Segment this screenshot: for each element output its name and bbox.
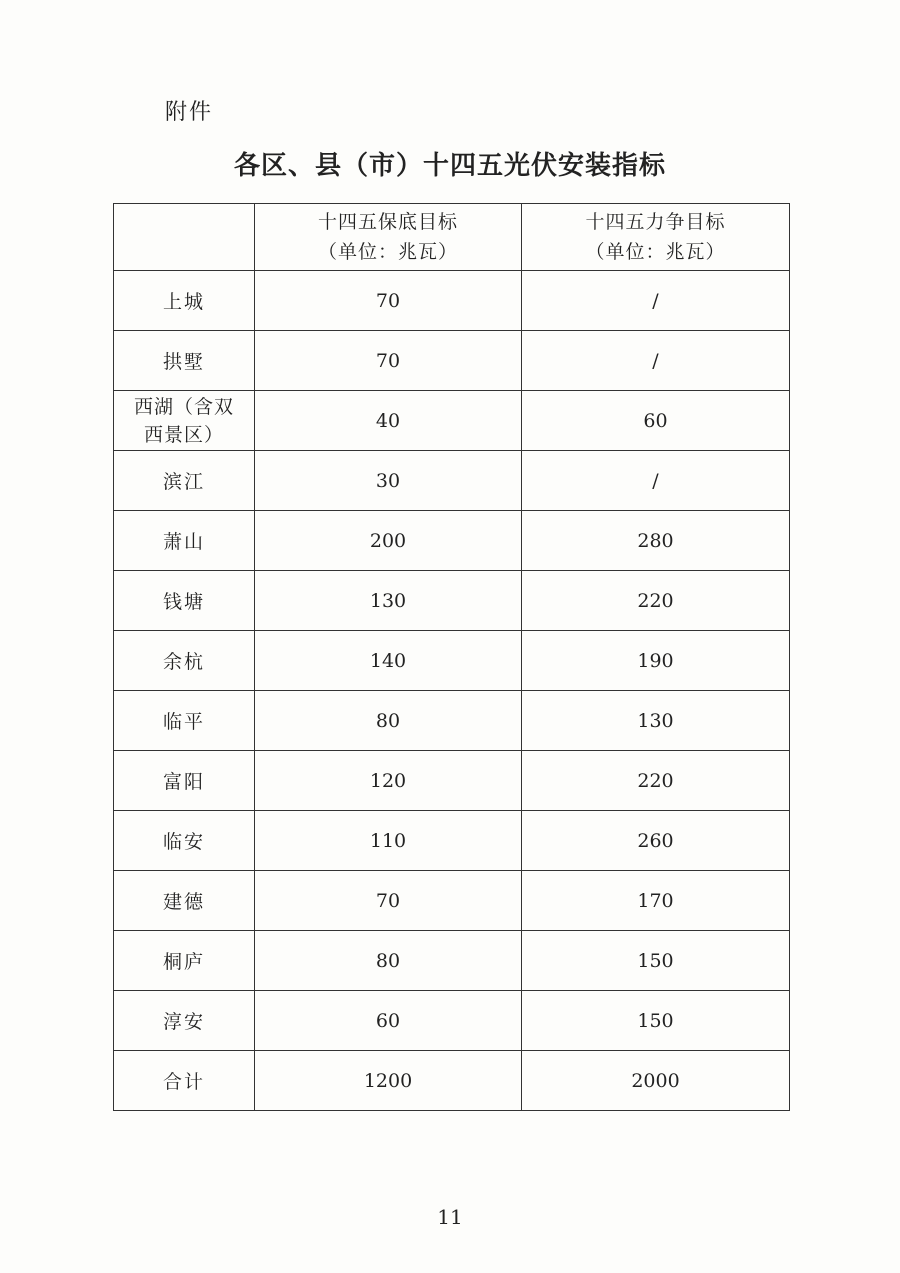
region-name: 临安: [114, 811, 255, 871]
table-row: [114, 511, 790, 571]
region-name: 滨江: [114, 451, 255, 511]
baseline-value: 70: [255, 331, 522, 391]
region-name: 拱墅: [114, 331, 255, 391]
baseline-value: 40: [255, 391, 522, 451]
baseline-value: 80: [255, 931, 522, 991]
stretch-value: 130: [522, 691, 790, 751]
baseline-value: 140: [255, 631, 522, 691]
region-name: [114, 391, 255, 451]
baseline-value: 60: [255, 991, 522, 1051]
table-row: [114, 751, 790, 811]
table-row: [114, 451, 790, 511]
table-row: [114, 391, 790, 451]
stretch-value: 60: [522, 391, 790, 451]
table-row: [114, 271, 790, 331]
table-row: [114, 991, 790, 1051]
stretch-value: 260: [522, 811, 790, 871]
header-baseline-target-text: 十四五保底目标 （单位：兆瓦）: [317, 211, 458, 263]
table-total-row: [114, 1051, 790, 1111]
stretch-value: /: [522, 331, 790, 391]
region-name: 富阳: [114, 751, 255, 811]
baseline-value: 70: [255, 871, 522, 931]
pv-target-table: [113, 203, 790, 1111]
stretch-value: 150: [522, 931, 790, 991]
table-row: [114, 631, 790, 691]
table-row: [114, 571, 790, 631]
stretch-value: 280: [522, 511, 790, 571]
baseline-value: 110: [255, 811, 522, 871]
table-row: [114, 931, 790, 991]
table-row: [114, 331, 790, 391]
stretch-value: 220: [522, 751, 790, 811]
table-header-row: [114, 204, 790, 271]
table-row: [114, 811, 790, 871]
baseline-value: 130: [255, 571, 522, 631]
page-number: 11: [437, 1205, 463, 1229]
header-baseline-target: [255, 204, 522, 271]
table-row: [114, 871, 790, 931]
table-row: [114, 691, 790, 751]
stretch-value: 170: [522, 871, 790, 931]
total-label: 合计: [114, 1051, 255, 1111]
stretch-value: 150: [522, 991, 790, 1051]
stretch-value: /: [522, 271, 790, 331]
region-name: 上城: [114, 271, 255, 331]
stretch-value: 190: [522, 631, 790, 691]
region-name: 钱塘: [114, 571, 255, 631]
attachment-label: 附件: [165, 100, 214, 125]
region-name-text: 西湖（含双西景区）: [134, 395, 235, 446]
stretch-value: /: [522, 451, 790, 511]
header-region: [114, 204, 255, 271]
document-title: 各区、县（市）十四五光伏安装指标: [233, 151, 666, 181]
header-stretch-target-text: 十四五力争目标 （单位：兆瓦）: [585, 211, 726, 263]
region-name: 建德: [114, 871, 255, 931]
baseline-value: 200: [255, 511, 522, 571]
baseline-value: 120: [255, 751, 522, 811]
region-name: 桐庐: [114, 931, 255, 991]
region-name: 余杭: [114, 631, 255, 691]
baseline-total: 1200: [255, 1051, 522, 1111]
baseline-value: 80: [255, 691, 522, 751]
stretch-value: 220: [522, 571, 790, 631]
region-name: 临平: [114, 691, 255, 751]
region-name: 淳安: [114, 991, 255, 1051]
header-stretch-target: [522, 204, 790, 271]
baseline-value: 30: [255, 451, 522, 511]
baseline-value: 70: [255, 271, 522, 331]
stretch-total: 2000: [522, 1051, 790, 1111]
region-name: 萧山: [114, 511, 255, 571]
